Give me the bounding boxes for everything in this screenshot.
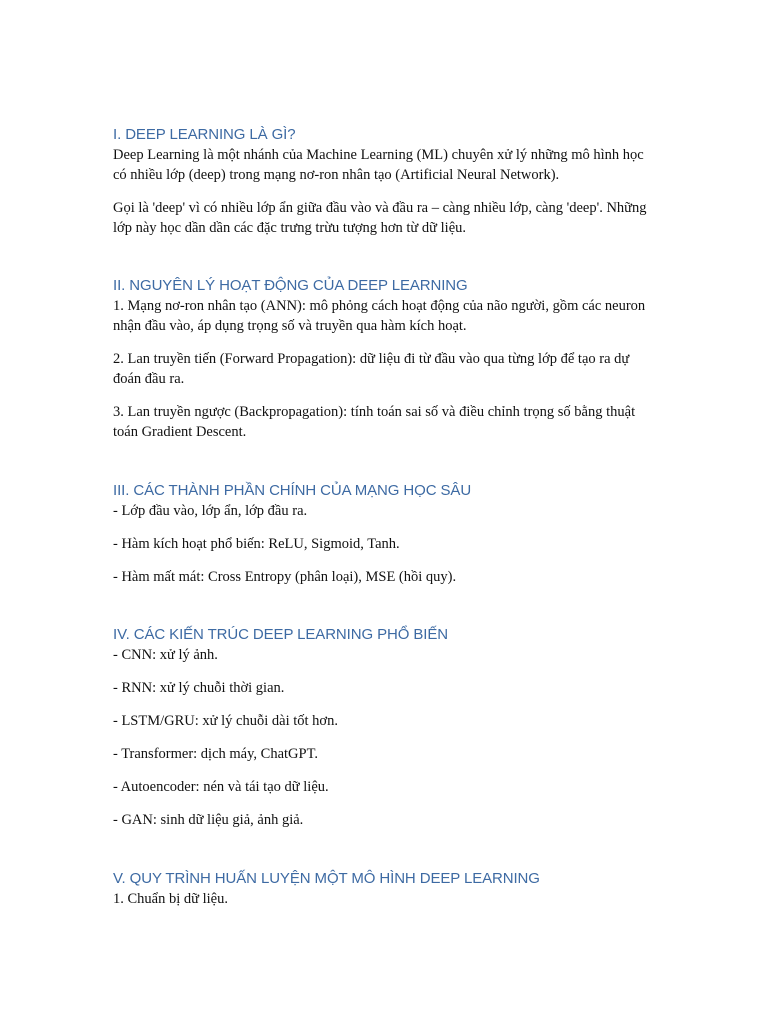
list-item: - CNN: xử lý ảnh. [113,647,218,663]
section-3 [113,481,658,600]
list-item: - GAN: sinh dữ liệu giả, ảnh giả. [113,812,304,828]
section-heading: II. NGUYÊN LÝ HOẠT ĐỘNG CỦA DEEP LEARNING [113,277,468,294]
list-item: 1. Chuẩn bị dữ liệu. [113,891,228,907]
section-heading: I. DEEP LEARNING LÀ GÌ? [113,126,296,143]
list-item: - Autoencoder: nén và tái tạo dữ liệu. [113,779,329,795]
section-5 [113,869,658,922]
paragraph: 3. Lan truyền ngược (Backpropagation): tính toán sai số và điều chỉnh trọng số bằng thuật toán Gradient Descent. [113,404,636,440]
paragraph: Gọi là 'deep' vì có nhiều lớp ẩn giữa đầu vào và đầu ra – càng nhiều lớp, càng 'deep'. Những lớp này học dần dần các đặc trưng trừu tượng hơn từ dữ liệu. [113,200,647,236]
section-4 [113,625,658,843]
list-item: - LSTM/GRU: xử lý chuỗi dài tốt hơn. [113,713,338,729]
section-heading: V. QUY TRÌNH HUẤN LUYỆN MỘT MÔ HÌNH DEEP LEARNING [113,870,540,887]
section-1 [113,125,658,251]
list-item: - Lớp đầu vào, lớp ẩn, lớp đầu ra. [113,503,308,519]
list-item: - Transformer: dịch máy, ChatGPT. [113,746,318,762]
section-heading: III. CÁC THÀNH PHẦN CHÍNH CỦA MẠNG HỌC SÂU [113,482,472,499]
paragraph: 1. Mạng nơ-ron nhân tạo (ANN): mô phỏng cách hoạt động của não người, gồm các neuron nhận đầu vào, áp dụng trọng số và truyền qua hàm kích hoạt. [113,298,646,334]
list-item: - RNN: xử lý chuỗi thời gian. [113,680,285,696]
list-item: - Hàm mất mát: Cross Entropy (phân loại), MSE (hồi quy). [113,569,457,585]
paragraph: Deep Learning là một nhánh của Machine Learning (ML) chuyên xử lý những mô hình học có nhiều lớp (deep) trong mạng nơ-ron nhân tạo (Artificial Neural Network). [113,147,644,183]
paragraph: 2. Lan truyền tiến (Forward Propagation): dữ liệu đi từ đầu vào qua từng lớp để tạo ra dự đoán đầu ra. [113,351,630,387]
section-2 [113,276,658,455]
section-heading: IV. CÁC KIẾN TRÚC DEEP LEARNING PHỔ BIẾN [113,626,448,643]
list-item: - Hàm kích hoạt phổ biến: ReLU, Sigmoid, Tanh. [113,536,400,552]
